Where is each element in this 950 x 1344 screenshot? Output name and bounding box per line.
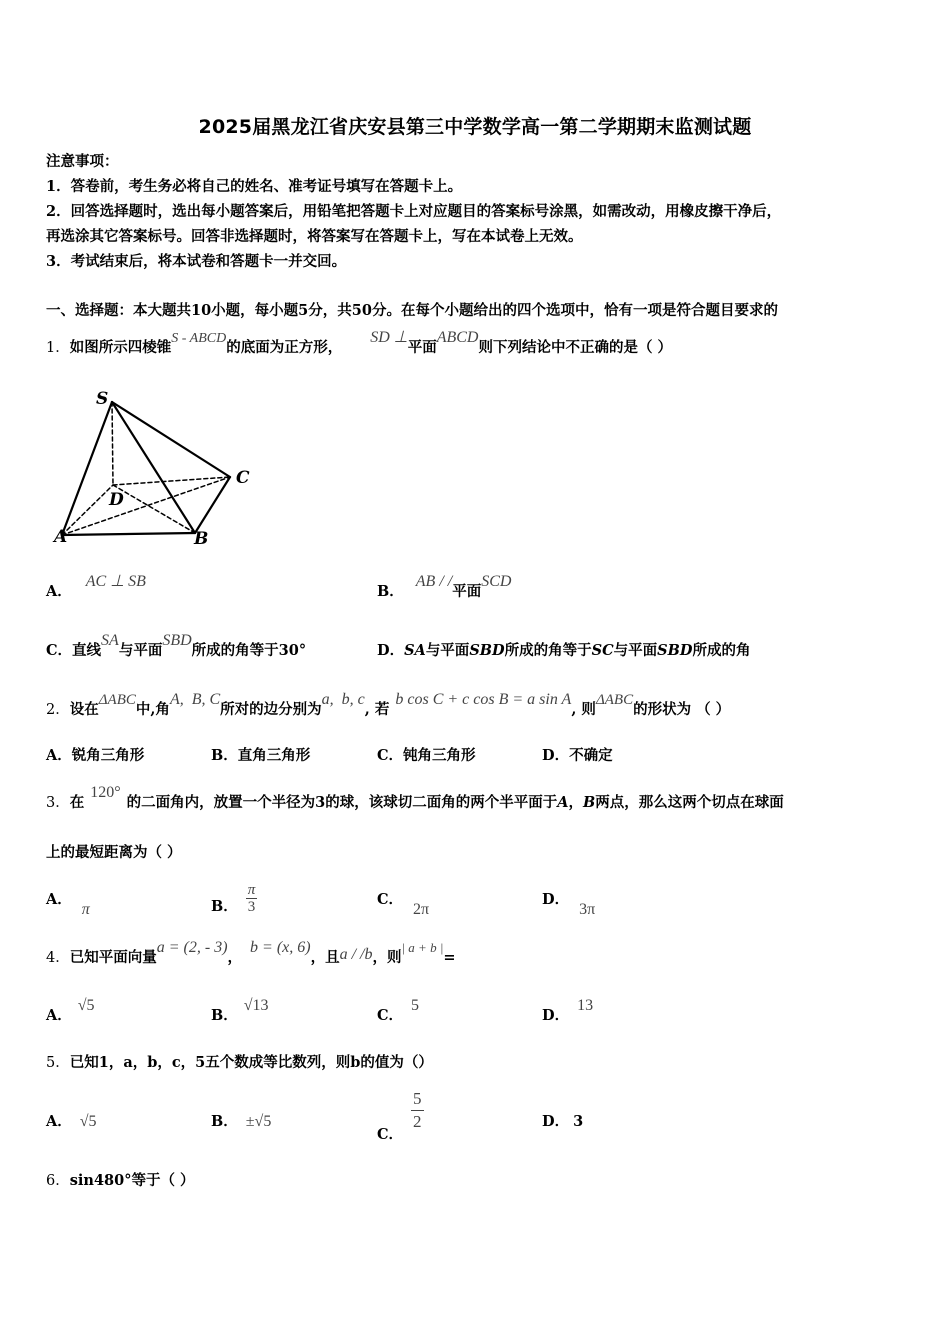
option-label: A． bbox=[46, 747, 72, 764]
q-text: ，且 bbox=[310, 949, 340, 966]
option-label: A． bbox=[46, 583, 72, 600]
fraction-numerator: π bbox=[247, 882, 256, 898]
q-text: 所对的边分别为 bbox=[220, 701, 322, 718]
option-text: SC bbox=[591, 642, 614, 659]
option-label: A． bbox=[46, 891, 72, 908]
option-b[interactable] bbox=[211, 746, 310, 766]
math-expr: S - ABCD bbox=[171, 331, 227, 346]
q-text: = bbox=[443, 949, 456, 966]
option-c[interactable] bbox=[377, 1088, 424, 1143]
q-text: 设在 bbox=[69, 701, 99, 718]
option-a[interactable] bbox=[46, 997, 95, 1026]
math-expr: ABCD bbox=[436, 329, 479, 346]
option-text: 直线 bbox=[72, 642, 102, 659]
question-1 bbox=[46, 329, 673, 359]
q-text: 如图所示四棱锥 bbox=[69, 339, 172, 356]
question-6 bbox=[46, 1171, 195, 1191]
option-text: 锐角三角形 bbox=[71, 747, 145, 764]
question-3-cont: 上的最短距离为（ ） bbox=[46, 844, 182, 861]
notice-item: 再选涂其它答案标号。回答非选择题时，将答案写在答题卡上，写在本试卷上无效。 bbox=[46, 228, 583, 245]
option-label: D． bbox=[542, 1007, 570, 1024]
q-text: 已知1，a，b，c，5五个数成等比数列，则b的值为（） bbox=[69, 1054, 433, 1071]
option-a[interactable] bbox=[46, 746, 144, 766]
question-3 bbox=[46, 784, 784, 813]
vertex-label-d: D bbox=[109, 490, 124, 510]
math-expr: √5 bbox=[77, 997, 95, 1014]
math-expr: √13 bbox=[243, 997, 269, 1014]
notice-item: 1．答卷前，考生务必将自己的姓名、准考证号填写在答题卡上。 bbox=[46, 178, 463, 195]
option-text: 所成的角等于30° bbox=[191, 642, 307, 659]
question-4 bbox=[46, 939, 456, 968]
vertex-label-s: S bbox=[96, 389, 109, 409]
math-expr: SBD bbox=[162, 632, 192, 649]
option-text: 钝角三角形 bbox=[403, 747, 476, 764]
question-number: 4． bbox=[46, 950, 70, 966]
notice-item: 2．回答选择题时，选出每小题答案后，用铅笔把答题卡上对应题目的答案标号涂黑，如需改动，用橡皮擦干净后， bbox=[46, 203, 782, 220]
page-title: 2025届黑龙江省庆安县第三中学数学高一第二学期期末监测试题 bbox=[198, 116, 752, 138]
math-expr: π bbox=[81, 901, 90, 918]
option-d[interactable] bbox=[542, 1112, 583, 1132]
option-c[interactable] bbox=[377, 997, 420, 1026]
option-b[interactable] bbox=[377, 573, 512, 602]
question-number: 5． bbox=[46, 1055, 70, 1071]
math-expr: √5 bbox=[79, 1113, 97, 1130]
option-text: SBD bbox=[469, 642, 505, 659]
fraction-numerator: 5 bbox=[411, 1088, 424, 1111]
math-expr: 2π bbox=[413, 901, 430, 918]
question-number: 6． bbox=[46, 1173, 70, 1189]
math-expr: SCD bbox=[481, 573, 512, 590]
option-text: 不确定 bbox=[569, 747, 613, 764]
math-expr: 13 bbox=[577, 997, 594, 1014]
option-text: SA bbox=[404, 642, 426, 659]
math-expr: ΔABC bbox=[595, 692, 634, 708]
option-text: 与平面 bbox=[118, 642, 163, 659]
option-label: B． bbox=[211, 747, 238, 764]
q-text: A bbox=[557, 794, 569, 811]
option-a[interactable] bbox=[46, 1112, 97, 1132]
q-text: , 则 bbox=[571, 701, 596, 718]
option-b[interactable] bbox=[211, 882, 257, 915]
math-expr: | a + b | bbox=[401, 940, 444, 955]
vertex-label-b: B bbox=[194, 529, 209, 549]
option-text: 平面 bbox=[452, 583, 482, 600]
q-text: 在 bbox=[69, 794, 85, 811]
q-text: 的二面角内，放置一个半径为3的球，该球切二面角的两个半平面于 bbox=[126, 794, 558, 811]
option-label: D． bbox=[542, 747, 570, 764]
question-2 bbox=[46, 691, 731, 720]
q-text: ， bbox=[227, 949, 243, 966]
question-number: 2． bbox=[46, 702, 70, 718]
question-number: 1． bbox=[46, 340, 70, 356]
math-expr: b = (x, 6) bbox=[250, 939, 311, 956]
option-label: B． bbox=[377, 583, 404, 600]
q-text: ， bbox=[568, 794, 583, 811]
option-label: A． bbox=[46, 1113, 72, 1130]
option-text: 所成的角等于 bbox=[504, 642, 592, 659]
option-label: B． bbox=[211, 1113, 238, 1130]
option-label: C． bbox=[377, 747, 404, 764]
option-c[interactable] bbox=[377, 746, 476, 766]
option-b[interactable] bbox=[211, 1112, 271, 1132]
math-expr: ±√5 bbox=[245, 1113, 272, 1130]
option-label: C． bbox=[377, 1007, 404, 1024]
option-label: A． bbox=[46, 1007, 72, 1024]
math-expr: SA bbox=[101, 632, 119, 649]
math-expr: ΔABC bbox=[98, 692, 136, 708]
fraction-denominator: 2 bbox=[413, 1112, 422, 1131]
math-expr: a = (2, - 3) bbox=[156, 939, 228, 956]
math-expr: 3π bbox=[579, 901, 596, 918]
pyramid-figure bbox=[50, 385, 260, 555]
q-text: 的底面为正方形， bbox=[226, 339, 343, 356]
q-text: 则下列结论中不正确的是（ ） bbox=[478, 339, 673, 356]
option-label: D． bbox=[542, 1113, 570, 1130]
q-text: 的形状为 （ ） bbox=[633, 701, 731, 718]
notice-heading: 注意事项： bbox=[46, 153, 119, 170]
option-label: D． bbox=[542, 891, 570, 908]
option-a[interactable] bbox=[46, 890, 90, 918]
q-text: B bbox=[583, 794, 596, 811]
option-text: SBD bbox=[657, 642, 693, 659]
option-label: D． bbox=[377, 642, 405, 659]
q-text: 两点，那么这两个切点在球面 bbox=[595, 794, 784, 811]
option-label: B． bbox=[211, 1007, 238, 1024]
option-label: C． bbox=[46, 642, 73, 659]
option-text: 与平面 bbox=[425, 642, 470, 659]
option-label: C． bbox=[377, 1125, 404, 1143]
math-expr: 120° bbox=[90, 784, 121, 801]
q-text: 已知平面向量 bbox=[69, 949, 157, 966]
option-c[interactable] bbox=[377, 890, 430, 918]
math-expr: AB / / bbox=[415, 573, 453, 590]
section-heading: 一、选择题：本大题共10小题，每小题5分，共50分。在每个小题给出的四个选项中，恰有一项是符合题目要求的 bbox=[46, 302, 778, 319]
option-d[interactable] bbox=[542, 746, 613, 766]
question-5 bbox=[46, 1053, 433, 1073]
math-expr: 5 bbox=[411, 997, 420, 1014]
math-expr: a, b, c bbox=[321, 691, 365, 708]
option-text: 所成的角 bbox=[692, 642, 751, 659]
q-text: 平面 bbox=[407, 339, 437, 356]
q-text: , 若 bbox=[364, 701, 390, 718]
option-text: 直角三角形 bbox=[237, 747, 311, 764]
option-d[interactable] bbox=[542, 997, 594, 1026]
option-b[interactable] bbox=[211, 997, 269, 1026]
option-c[interactable] bbox=[46, 632, 307, 661]
math-expr: A, B, C bbox=[169, 691, 221, 708]
option-a[interactable] bbox=[46, 573, 146, 602]
q-text: 中,角 bbox=[135, 701, 170, 718]
q-text: sin480°等于（ ） bbox=[69, 1172, 195, 1189]
math-expr: SD ⊥ bbox=[370, 329, 408, 346]
option-text: 与平面 bbox=[613, 642, 658, 659]
notice-item: 3．考试结束后，将本试卷和答题卡一并交回。 bbox=[46, 253, 347, 270]
question-number: 3． bbox=[46, 795, 70, 811]
option-d[interactable] bbox=[542, 890, 596, 918]
math-expr: AC ⊥ SB bbox=[85, 573, 146, 590]
vertex-label-c: C bbox=[236, 468, 250, 488]
option-label: B． bbox=[211, 897, 238, 915]
q-text: ，则 bbox=[372, 949, 402, 966]
math-expr: a / /b bbox=[339, 946, 373, 963]
option-d[interactable] bbox=[377, 641, 750, 661]
vertex-label-a: A bbox=[54, 527, 68, 547]
option-text: 3 bbox=[573, 1113, 584, 1130]
math-expr: b cos C + c cos B = a sin A bbox=[395, 691, 572, 708]
fraction-denominator: 3 bbox=[247, 899, 256, 915]
option-label: C． bbox=[377, 891, 404, 908]
